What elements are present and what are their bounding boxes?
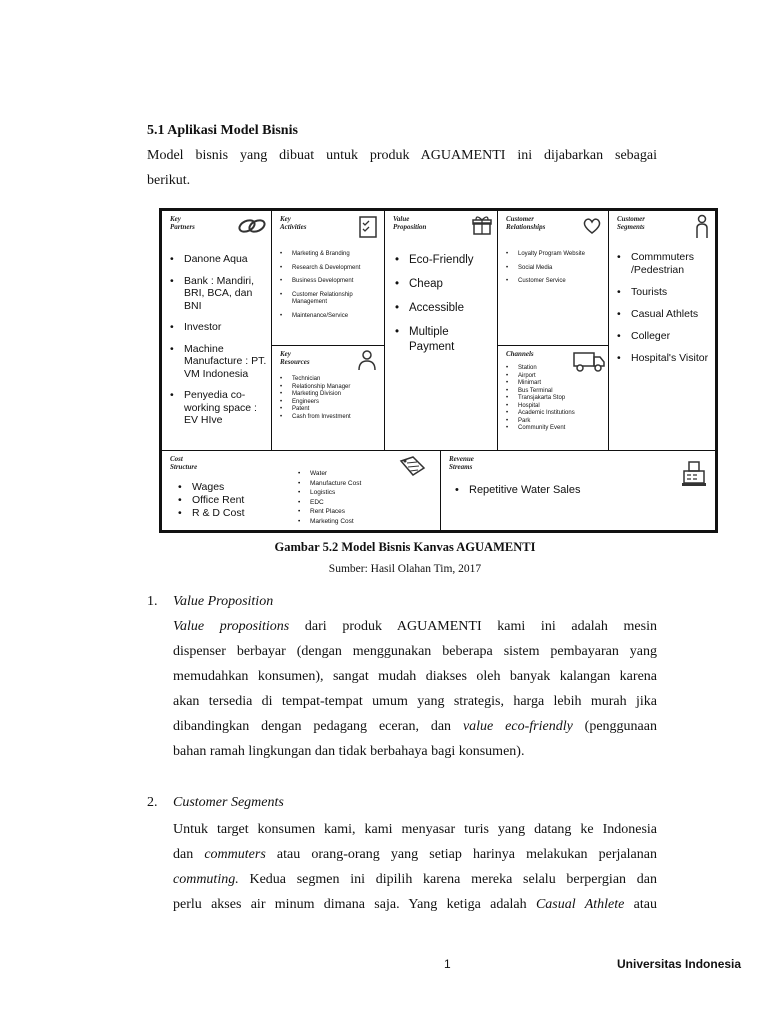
list-item: • Customer Service [506,278,602,286]
list-item: • R & D Cost [178,507,288,520]
intro-text-end: berikut. [147,173,191,188]
key-partners-title: Key Partners [170,215,195,231]
list-item: • Marketing & Branding [280,251,380,259]
list-item: • Transjakarta Stop [506,395,606,403]
list-item: • Relationship Manager [280,384,380,392]
customer-relationships-title: Customer Relationships [506,215,546,231]
list-item: • Technician [280,376,380,384]
list-item: • Colleger [617,330,715,343]
list-item: • Social Media [506,265,602,273]
section-number: 1. [147,594,158,609]
list-item: • Commmuters /Pedestrian [617,251,715,277]
customer-segments-block [608,210,716,451]
cost-structure-detail-list [298,469,408,526]
list-item: • Accessible [395,301,495,316]
cost-structure-list [178,481,288,520]
customer-segments-paragraph: Untuk target konsumen kami, kami menyasar turis yang datang ke Indonesia dan commuters atau orang-orang yang setiap harinya melakukan perjalanan commuting. Kedua segmen ini dipilih karena mereka selalu berpergian dan perlu akses air minum dimana saja. Yang ketiga adalah Casual Athlete atau [173,822,657,912]
list-item: • Loyalty Program Website [506,251,602,259]
list-item: • Bank : Mandiri, BRI, BCA, dan BNI [170,275,268,313]
revenue-streams-block [440,450,716,531]
list-item: • Marketing Division [280,391,380,399]
key-resources-list [280,376,380,421]
cost-structure-block [161,450,441,531]
revenue-streams-title: Revenue Streams [449,455,474,471]
section-heading: 5.1 Aplikasi Model Bisnis [147,123,298,138]
value-proposition-paragraph: Value propositions dari produk AGUAMENTI kami ini adalah mesin dispenser berbayar (dengan menggunakan beberapa sistem pembayaran yang memudahkan konsumen), sangat mudah diakses oleh banyak kalangan karena akan tersedia di tempat-tempat umum yang strategis, harga lebih murah jika dibandingkan dengan pedagang eceran, dan value eco-friendly (penggunaan bahan ramah lingkungan dan tidak berbahaya bagi konsumen). [173,619,657,759]
key-resources-block [271,345,385,451]
list-item: • Water [298,469,408,479]
key-activities-title: Key Activities [280,215,307,231]
list-item: • Airport [506,373,606,381]
list-item: • Cash from Investment [280,414,380,422]
channels-list [506,365,606,433]
list-item: • Investor [170,321,268,334]
section-title: Value Proposition [173,594,274,609]
list-item: • Customer Relationship Management [280,292,380,307]
gift-icon [471,214,493,236]
footer-university: Universitas Indonesia [617,957,742,971]
customer-segments-list [617,251,715,374]
value-proposition-block [384,210,498,451]
list-item: • Office Rent [178,494,288,507]
list-item: • Wages [178,481,288,494]
list-item: • Minimart [506,380,606,388]
value-proposition-list [395,253,495,364]
figure-caption: Gambar 5.2 Model Bisnis Kanvas AGUAMENTI [274,540,536,554]
list-item: • EDC [298,498,408,508]
cash-register-icon [681,459,707,487]
list-item: • Station [506,365,606,373]
list-item: • Hospital's Visitor [617,352,715,365]
business-model-canvas [159,208,718,533]
list-item: • Penyedia co-working space : EV HIve [170,389,268,427]
list-item: • Danone Aqua [170,253,268,266]
cost-structure-title: Cost Structure [170,455,198,471]
chain-link-icon [236,215,268,237]
value-proposition-title: Value Proposition [393,215,427,231]
list-item: • Logistics [298,488,408,498]
list-item: • Engineers [280,399,380,407]
worker-icon [356,349,378,371]
heart-icon [582,216,602,236]
channels-title: Channels [506,350,534,358]
channels-block [497,345,609,451]
list-item: • Business Development [280,278,380,286]
figure-source: Sumber: Hasil Olahan Tim, 2017 [328,563,482,575]
customer-relationships-block [497,210,609,346]
key-resources-title: Key Resources [280,350,310,366]
key-partners-block [161,210,272,451]
revenue-streams-list [455,484,655,506]
list-item: • Machine Manufacture : PT. VM Indonesia [170,343,268,381]
list-item: • Cheap [395,277,495,292]
list-item: • Casual Athlets [617,308,715,321]
key-activities-list [280,251,380,320]
list-item: • Patent [280,406,380,414]
list-item: • Community Event [506,425,606,433]
list-item: • Eco-Friendly [395,253,495,268]
customer-segments-title: Customer Segments [617,215,646,231]
list-item: • Park [506,418,606,426]
intro-text: Model bisnis yang dibuat untuk produk AGUAMENTI ini dijabarkan sebagai [147,148,657,163]
key-partners-list [170,253,268,436]
list-item: • Bus Terminal [506,388,606,396]
list-item: • Repetitive Water Sales [455,484,655,497]
person-icon [693,214,711,240]
key-activities-block [271,210,385,346]
section-title: Customer Segments [173,795,284,810]
checklist-icon [356,215,380,239]
customer-relationships-list [506,251,602,286]
list-item: • Academic Institutions [506,410,606,418]
list-item: • Hospital [506,403,606,411]
page-number: 1 [444,957,451,971]
list-item: • Research & Development [280,265,380,273]
list-item: • Manufacture Cost [298,479,408,489]
list-item: • Maintenance/Service [280,313,380,321]
list-item: • Multiple Payment [395,325,495,355]
list-item: • Tourists [617,286,715,299]
list-item: • Marketing Cost [298,517,408,527]
list-item: • Rent Places [298,507,408,517]
section-number: 2. [147,795,158,810]
